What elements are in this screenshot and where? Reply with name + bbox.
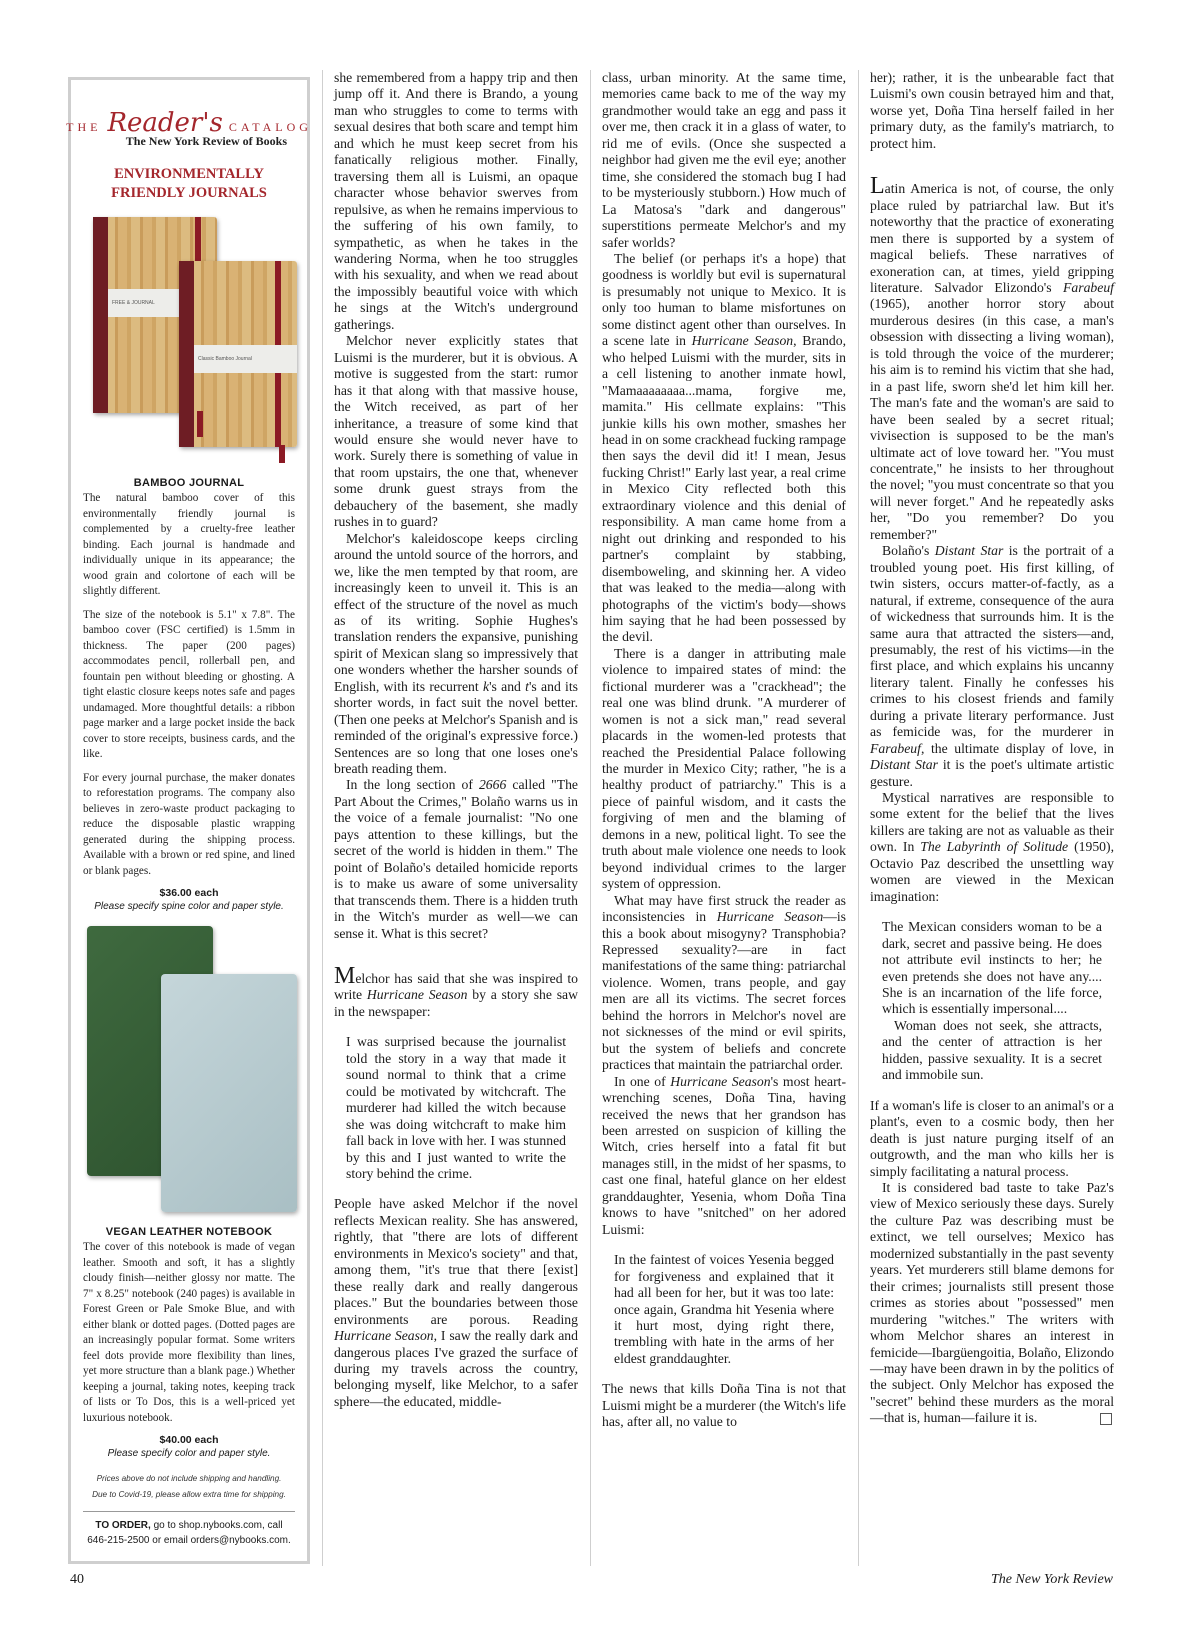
paragraph: The belief (or perhaps it's a hope) that goodness is worldly but evil is supernatural is presumably not unique to Mexico. It is only too human to blame misfortunes on some distinct agent other than ourselves. In a scene late in Hurricane Season, Brando, who helped Luismi with the murder, sits in a cell listening to another inmate howl, "Mamaaaaaaaa...mama, forgive me, mamita." His cellmate explains: "This junkie kills his own mother, smashes her head in on some crackhead fucking rampage then says the devil did it! I mean, Jesus fucking Christ!" Early last year, a real crime in Mexico City reflected both this extraordinary violence and this denial of responsibility. A man came home from a night out drinking and responded to his partner's complaint by stabbing, disemboweling, and skinning her. A video that was leaked to the media—along with photographs of the victim's body—shows him saying that he had been possessed by the devil. xyxy=(602,250,846,645)
leather-specify: Please specify color and paper style. xyxy=(107,1448,271,1459)
ad-headline-line2: FRIENDLY JOURNALS xyxy=(111,185,267,201)
order-label: TO ORDER, xyxy=(95,1520,151,1531)
block-quote xyxy=(614,1252,834,1367)
masthead-script: Reader's xyxy=(107,108,223,138)
ad-headline xyxy=(83,165,295,203)
ad-paragraph: The natural bamboo cover of this environmentally friendly journal is complemented by a cruelty-free leather binding. Each journal is handmade and individually unique in its appearance; the wood grain and colortone of each will be slightly different. xyxy=(83,492,295,597)
bamboo-journal-title: BAMBOO JOURNAL xyxy=(133,477,245,489)
bamboo-journal-image xyxy=(83,217,295,465)
paragraph: she remembered from a happy trip and then jump off it. And there is Brando, a young man who struggles to come to terms with sexual desires that both scare and tempt him and which he must keep secret from his fanatically religious mother. Finally, traversing them all is Luismi, an opaque character whose behavior swerves from repulsive, as when he remains impervious to the suffering of his own family, to sympathetic, as when he takes in the wandering Norma, when he too struggles with his sexuality, and when we read about the impossibly beautiful voice with which he sings at the Witch's underground gatherings. xyxy=(334,70,578,332)
article-column-1 xyxy=(334,70,578,1410)
paragraph: If a woman's life is closer to an animal's or a plant's, even to a cosmic body, then her death is just nature purging itself of an outgrowth, and the man who kills her is simply facilitating a natural process. xyxy=(870,1097,1114,1179)
leather-price: $40.00 each xyxy=(159,1434,219,1446)
ad-fineprint xyxy=(83,1471,295,1503)
leather-notebook-description xyxy=(83,1240,295,1426)
block-quote xyxy=(882,919,1102,1084)
drop-cap: M xyxy=(334,963,356,990)
catalog-masthead xyxy=(66,108,312,149)
order-info xyxy=(83,1518,295,1548)
quote-text: In the faintest of voices Yesenia begged for forgiveness and explained that it had all been for her, but it was too late: once again, Grandma hit Yesenia where it hurt most, dying right there, trembling with hate in the arms of her eldest granddaughter. xyxy=(614,1252,834,1366)
order-text-line2[interactable]: 646-215-2500 or email orders@nybooks.com. xyxy=(87,1535,291,1546)
ribbon-marker xyxy=(279,445,285,463)
paragraph: In one of Hurricane Season's most heart-wrenching scenes, Doña Tina, having received the news that her grandson has been arrested on suspicion of killing the Witch, cries herself into a fatal fit but manages still, in the midst of her spasms, to cast one final, hateful glance on her eldest granddaughter, Yesenia, whom Doña Tina knows to have "snitched" on her adored Luismi: xyxy=(602,1073,846,1237)
ad-divider xyxy=(83,1511,295,1512)
masthead-catalog: CATALOG xyxy=(228,120,312,134)
fineprint-covid: Due to Covid-19, please allow extra time for shipping. xyxy=(92,1490,286,1499)
column-divider xyxy=(858,70,859,1566)
page-number: 40 xyxy=(70,1572,84,1587)
quote-text: The Mexican considers woman to be a dark, secret and passive being. He does not attribute evil instincts to her; he even pretends she does not have any.... She is an incarnation of the life force, which is essentially impersonal.... xyxy=(882,919,1102,1017)
article-column-2 xyxy=(602,70,846,1431)
section-start-paragraph: Latin America is not, of course, the only place ruled by patriarchal law. But it's noteworthy that the practice of exonerating men there is supported by a system of magical beliefs. These narratives of exoneration can, at times, yield gripping literature. Salvador Elizondo's Farabeuf (1965), another horror story about murderous desires (in this case, a man's obsession with dissecting a living woman), is told through the voice of the murderer; his aim is to remind his victim that she had, in a past life, sworn she'd let him kill her. The man's fate and the woman's are said to have been sealed by a secret ritual; vivisection is supposed to be the man's ultimate act of love toward her. "You must concentrate," he insists to her throughout the novel; "you must concentrate so that you will never forget." And he repeatedly asks her, "Do you remember? Do you remember?" xyxy=(870,173,1114,542)
order-text-line1[interactable]: go to shop.nybooks.com, call xyxy=(153,1520,283,1531)
paragraph: her); rather, it is the unbearable fact that Luismi's own cousin betrayed him and that, worse yet, Doña Tina herself failed in her primary duty, as the family's matriarch, to protect him. xyxy=(870,70,1114,151)
ad-paragraph: For every journal purchase, the maker donates to reforestation programs. The company also believes in zero-waste product packaging to reduce the disposable plastic wrapping generated during the shipping process. Available with a brown or red spine, and lined or blank pages. xyxy=(83,771,295,877)
paragraph: Melchor never explicitly states that Luismi is the murderer, but it is obvious. A motive is suggested from the start: rumor has it that along with that massive house, the Witch received, as part of her inheritance, a treasure of some kind that would ensure she would never have to work. Surely there is something of value in that room upstairs, the one that, whenever some drunk guest strays from the debauchery of the basement, she madly rushes in to guard? xyxy=(334,333,578,530)
readers-catalog-ad xyxy=(68,77,310,1564)
paragraph: Mystical narratives are responsible to some extent for the belief that the lives killers are taking are not as valuable as their own. In The Labyrinth of Solitude (1950), Octavio Paz described the unsettling way women are viewed in the Mexican imagination: xyxy=(870,790,1114,904)
bamboo-price: $36.00 each xyxy=(159,887,219,899)
leather-notebook-title: VEGAN LEATHER NOTEBOOK xyxy=(105,1226,273,1238)
bamboo-journal-description xyxy=(83,491,295,879)
paragraph: class, urban minority. At the same time, memories came back to me of the way my grandmother would take an egg and pass it over me, then crack it in a glass of water, to rid me of evils. (Once she suspected a neighbor had given me the evil eye; another time, she considered the stomach bug I had to be mysteriously stubborn.) How much of La Matosa's "dark and dangerous" superstitions permeate Melchor's and my safer worlds? xyxy=(602,70,846,250)
fineprint-shipping: Prices above do not include shipping and handling. xyxy=(96,1474,282,1483)
paragraph: Melchor's kaleidoscope keeps circling around the untold source of the horrors, and we, like the men tempted by that room, are increasingly keen to unveil it. This is an effect of the structure of the novel as much as of its writing. Sophie Hughes's translation renders the expansive, punishing spirit of Mexican slang so impressively that one wonders whether the harsher sounds of English, with its recurrent k's and t's and its shorter words, in fact suit the novel better. (Then one peeks at Melchor's Spanish and is reminded of the original's expressive force.) Sentences are so long that one loses one's breath reading them. xyxy=(334,530,578,777)
column-divider xyxy=(590,70,591,1566)
paragraph: Bolaño's Distant Star is the portrait of a troubled young poet. His first killing, of twin sisters, occurs matter-of-factly, as a natural, if extreme, consequence of the aura of wickedness that surrounds him. It is the same aura that attracted the sisters—and, presumably, the rest of his victims—in the first place, and which explains his uncanny literary talent. Finally he confesses his crimes to his closest friends and family during a private literary performance. Just as femicide was, for the murderer in Farabeuf, the ultimate display of love, in Distant Star it is the poet's ultimate artistic gesture. xyxy=(870,543,1115,789)
section-start-paragraph: Melchor has said that she was inspired to write Hurricane Season by a story she saw in the newspaper: xyxy=(334,963,579,1019)
paragraph: What may have first struck the reader as inconsistencies in Hurricane Season—is this a book about misogyny? Transphobia? Repressed sexuality?—are in fact manifestations of the same thing: patriarchal violence. Women, trans people, and gay men are all its victims. The secret forces behind the horrors in Melchor's novel are not sicknesses of the mind or evil spirits, but the system of beliefs and concrete practices that maintain the patriarchal order. xyxy=(602,892,846,1073)
paragraph: The news that kills Doña Tina is not that Luismi might be a murderer (the Witch's life has, after all, no value to xyxy=(602,1381,846,1430)
article-column-3 xyxy=(870,70,1114,1427)
paragraph: It is considered bad taste to take Paz's view of Mexico seriously these days. Surely the culture Paz was describing must be extinct, we tell ourselves; Mexico has modernized substantially in the past seventy years. Yet murderers still blame demons for their crimes; journalists still present those crimes as stories about "possessed" men murdering "witches." The writers with whom Melchor shares an interest in femicide—Ibargüengoitia, Bolaño, Elizondo—may have been drawn in by the politics of the subject. Only Melchor has exposed the "secret" behind these murders as the moral—that is, human—failure it is. xyxy=(870,1180,1114,1426)
ribbon-marker xyxy=(197,411,203,437)
bamboo-label-back: FREE & JOURNAL xyxy=(112,300,155,306)
paragraph: People have asked Melchor if the novel reflects Mexican reality. She has answered, rightly, that "there are lots of different environments in Mexico's society" and that, among them, "it's true that there [exist] these really dark and really dangerous places." But the boundaries between those environments are porous. Reading Hurricane Season, I saw the really dark and dangerous places I've grazed the surface of during my travels across the country, belonging myself, like Melchor, to a safer sphere—the educated, middle- xyxy=(334,1196,578,1409)
masthead-the: THE xyxy=(66,120,102,134)
publication-name: The New York Review xyxy=(991,1572,1113,1587)
paragraph: In the long section of 2666 called "The Part About the Crimes," Bolaño warns us in the voice of a female journalist: "No one pays attention to these killings, but the secret of the world is hidden in them." The point of Bolaño's detailed homicide reports is to make us aware of some universality that transcends them. There is a hidden truth in the Witch's murder as well—we can sense it. What is this secret? xyxy=(334,777,578,941)
ad-paragraph: The cover of this notebook is made of vegan leather. Smooth and soft, it has a slightly cloudy finish—neither glossy nor matte. The 7" x 8.25" notebook (240 pages) is available in Forest Green or Pale Smoke Blue, and with either blank or dotted pages. (Dotted pages are an increasingly popular format. Some writers feel dots provide more flexibility than lines, yet more structure than a blank page.) Whether keeping a journal, taking notes, keeping track of lists or To Dos, this is a well-priced yet luxurious notebook. xyxy=(83,1241,295,1424)
ad-paragraph: The size of the notebook is 5.1" x 7.8". The bamboo cover (FSC certified) is 1.5mm in thickness. The paper (200 pages) accommodates pencil, rollerball pen, and fountain pen without bleeding or ghosting. A tight elastic closure keeps notes safe and pages undamaged. More thoughtful details: a ribbon page marker and a large pocket inside the back cover to store receipts, business cards, and the like. xyxy=(83,608,295,760)
blue-notebook xyxy=(161,974,297,1212)
end-mark-icon xyxy=(1100,1413,1112,1425)
masthead-nyrb: The New York Review of Books xyxy=(125,134,287,148)
block-quote xyxy=(346,1034,566,1182)
column-divider xyxy=(322,70,323,1566)
quote-text: I was surprised because the journalist told the story in a way that made it sound normal to think that a crime could be motivated by witchcraft. The murderer had killed the witch because she was doing witchcraft to make him fall back in love with her. I was stunned by this and I just wanted to write the story behind the crime. xyxy=(346,1034,566,1181)
drop-cap: L xyxy=(870,173,885,200)
paragraph: There is a danger in attributing male violence to impaired states of mind: the fictional murderer was a "crackhead"; the real one was blind drunk. "A murderer of women is not a sick man," read several placards in the women-led protests that reached the Presidential Palace following the murder in Mexico City; rather, "he is a healthy product of patriarchy." This is a piece of painful wisdom, and it casts the forgiving of men and the blaming of demons in a new, political light. To see the truth about male violence one needs to look beyond individual crimes to the larger system of oppression. xyxy=(602,645,846,892)
quote-text: Woman does not seek, she attracts, and the center of attraction is her hidden, passive sexuality. It is a secret and immobile sun. xyxy=(882,1017,1102,1083)
ad-headline-line1: ENVIRONMENTALLY xyxy=(114,166,264,182)
bamboo-label-front: Classic Bamboo Journal xyxy=(198,356,252,362)
vegan-leather-notebook-image xyxy=(83,926,295,1214)
bamboo-specify: Please specify spine color and paper style. xyxy=(94,901,284,912)
